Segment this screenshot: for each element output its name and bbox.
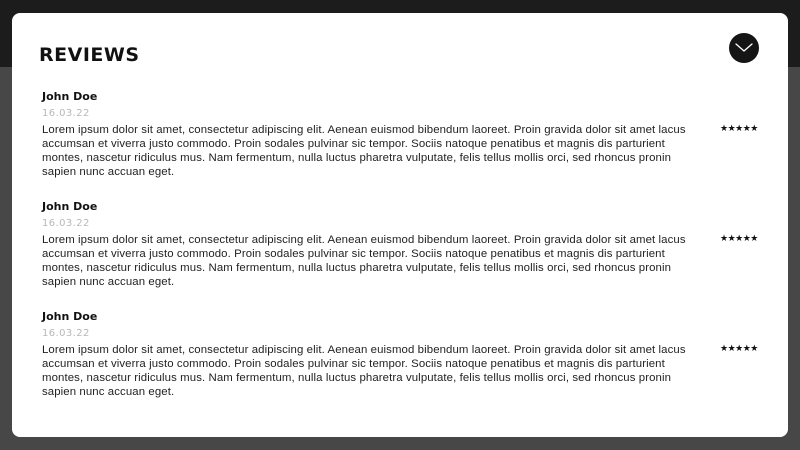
- review-author: John Doe: [42, 310, 98, 323]
- review-item: [42, 200, 762, 310]
- reviews-modal: [12, 13, 788, 437]
- review-author: John Doe: [42, 200, 98, 213]
- modal-title: REVIEWS: [39, 44, 140, 66]
- review-item: [42, 90, 762, 200]
- review-author: John Doe: [42, 90, 98, 103]
- review-text: Lorem ipsum dolor sit amet, consectetur adipiscing elit. Aenean euismod bibendum laoreet. Proin gravida dolor sit amet lacus accumsan et viverra justo commodo. Proin sodales pulvinar sic tempor. Sociis natoque penatibus et magnis dis parturient montes, nascetur ridiculus mus. Nam fermentum, nulla luctus pharetra vulputate, felis tellus mollis orci, sed rhoncus pronin sapien nunc accuan eget.: [42, 344, 686, 398]
- review-date: 16.03.22: [42, 108, 90, 119]
- review-text: Lorem ipsum dolor sit amet, consectetur adipiscing elit. Aenean euismod bibendum laoreet. Proin gravida dolor sit amet lacus accumsan et viverra justo commodo. Proin sodales pulvinar sic tempor. Sociis natoque penatibus et magnis dis parturient montes, nascetur ridiculus mus. Nam fermentum, nulla luctus pharetra vulputate, felis tellus mollis orci, sed rhoncus pronin sapien nunc accuan eget.: [42, 124, 686, 178]
- review-date: 16.03.22: [42, 218, 90, 229]
- collapse-button[interactable]: [729, 33, 759, 63]
- star-rating: ★★★★★: [720, 344, 758, 354]
- review-date: 16.03.22: [42, 328, 90, 339]
- reviews-list: [42, 90, 762, 420]
- review-item: [42, 310, 762, 420]
- review-text: Lorem ipsum dolor sit amet, consectetur adipiscing elit. Aenean euismod bibendum laoreet. Proin gravida dolor sit amet lacus accumsan et viverra justo commodo. Proin sodales pulvinar sic tempor. Sociis natoque penatibus et magnis dis parturient montes, nascetur ridiculus mus. Nam fermentum, nulla luctus pharetra vulputate, felis tellus mollis orci, sed rhoncus pronin sapien nunc accuan eget.: [42, 234, 686, 288]
- chevron-down-icon: [735, 43, 753, 53]
- star-rating: ★★★★★: [720, 234, 758, 244]
- star-rating: ★★★★★: [720, 124, 758, 134]
